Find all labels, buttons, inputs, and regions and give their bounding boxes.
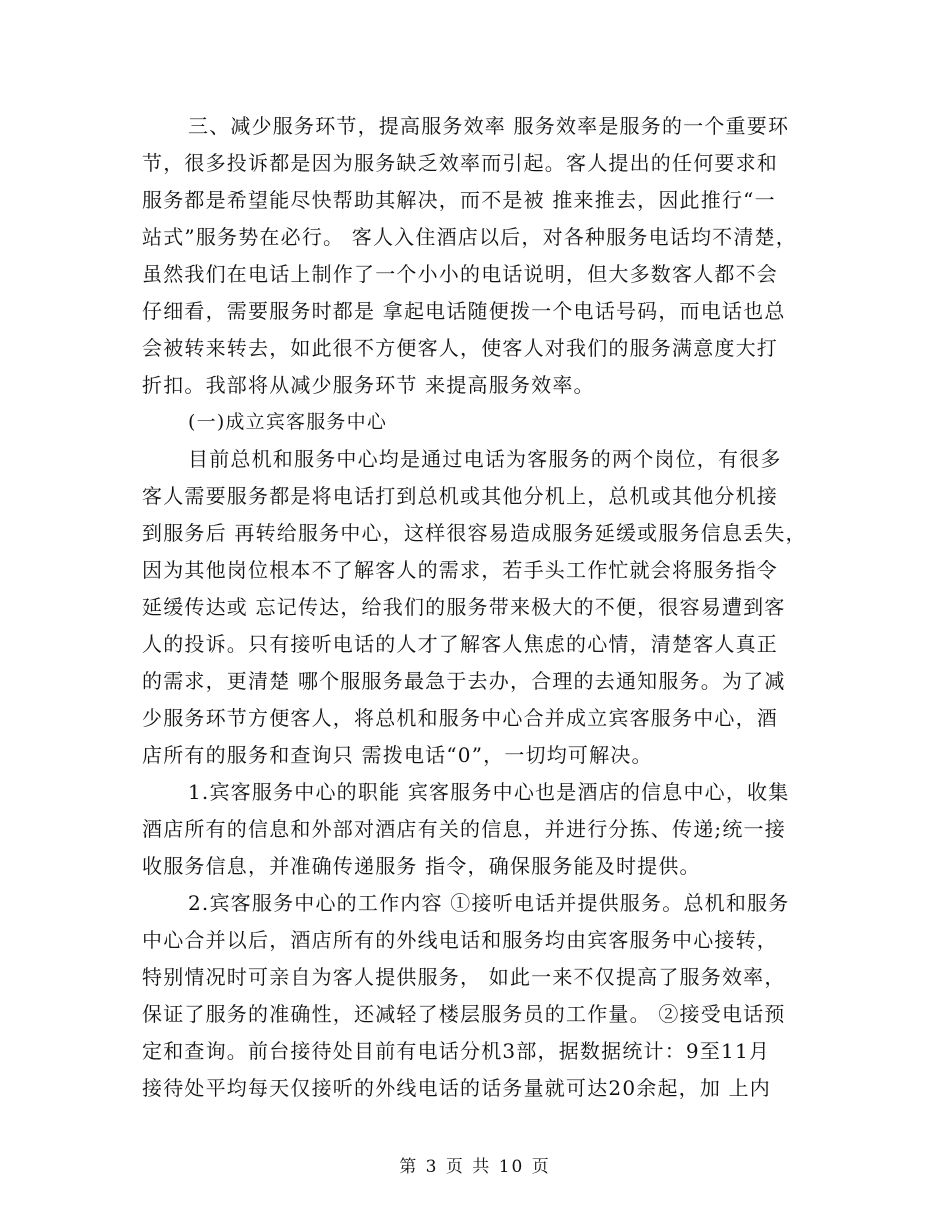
document-body (142, 108, 818, 1107)
page-number-footer: 第 3 页 共 10 页 (399, 1157, 551, 1177)
paragraph-line: 的需求，更清楚 哪个服服务最急于去办，合理的去通知服务。为了减 (142, 669, 786, 693)
paragraph-line: 折扣。我部将从减少服务环节 来提高服务效率。 (142, 373, 595, 397)
paragraph-line: 会被转来转去，如此很不方便客人，使客人对我们的服务满意度大打 (142, 336, 778, 360)
paragraph-line: 收服务信息，并准确传递服务 指令，确保服务能及时提供。 (142, 854, 701, 878)
paragraph-line: 中心合并以后，酒店所有的外线电话和服务均由宾客服务中心接转， (142, 928, 778, 952)
paragraph-line: 仔细看，需要服务时都是 拿起电话随便拨一个电话号码，而电话也总 (142, 299, 786, 323)
paragraph-line: 人的投诉。只有接听电话的人才了解客人焦虑的心情，清楚客人真正 (142, 632, 778, 656)
paragraph-line: 定和查询。前台接待处目前有电话分机3部，据数据统计：9至11月 (142, 1039, 771, 1063)
paragraph-line: 站式”服务势在必行。 客人入住酒店以后，对各种服务电话均不清楚， (142, 225, 797, 249)
paragraph-line: 延缓传达或 忘记传达，给我们的服务带来极大的不便，很容易遭到客 (142, 595, 786, 619)
paragraph-line: 服务都是希望能尽快帮助其解决，而不是被 推来推去，因此推行“一 (142, 188, 776, 212)
paragraph-line: 客人需要服务都是将电话打到总机或其他分机上，总机或其他分机接 (142, 484, 778, 508)
paragraph-line: 接待处平均每天仅接听的外线电话的话务量就可达20余起，加 上内 (142, 1076, 772, 1100)
paragraph-line: 虽然我们在电话上制作了一个小小的电话说明，但大多数客人都不会 (142, 262, 778, 286)
paragraph-line: 节，很多投诉都是因为服务缺乏效率而引起。客人提出的任何要求和 (142, 151, 778, 175)
paragraph-line: 2.宾客服务中心的工作内容 ①接听电话并提供服务。总机和服务 (188, 891, 790, 915)
paragraph-line: 店所有的服务和查询只 需拨电话“0”，一切均可解决。 (142, 743, 653, 767)
paragraph-line: 酒店所有的信息和外部对酒店有关的信息，并进行分拣、传递;统一接 (142, 817, 786, 841)
paragraph-line: 1.宾客服务中心的职能 宾客服务中心也是酒店的信息中心，收集 (188, 780, 790, 804)
paragraph-line: 目前总机和服务中心均是通过电话为客服务的两个岗位，有很多 (188, 447, 782, 471)
paragraph-line: 因为其他岗位根本不了解客人的需求，若手头工作忙就会将服务指令 (142, 558, 778, 582)
paragraph-line: 到服务后 再转给服务中心，这样很容易造成服务延缓或服务信息丢失， (142, 521, 807, 545)
paragraph-line: 少服务环节方便客人，将总机和服务中心合并成立宾客服务中心，酒 (142, 706, 778, 730)
paragraph-line: 三、减少服务环节，提高服务效率 服务效率是服务的一个重要环 (188, 114, 790, 138)
section-heading: (一)成立宾客服务中心 (188, 411, 388, 433)
paragraph-line: 特别情况时可亲自为客人提供服务， 如此一来不仅提高了服务效率， (142, 965, 786, 989)
paragraph-line: 保证了服务的准确性，还减轻了楼层服务员的工作量。 ②接受电话预 (142, 1002, 786, 1026)
